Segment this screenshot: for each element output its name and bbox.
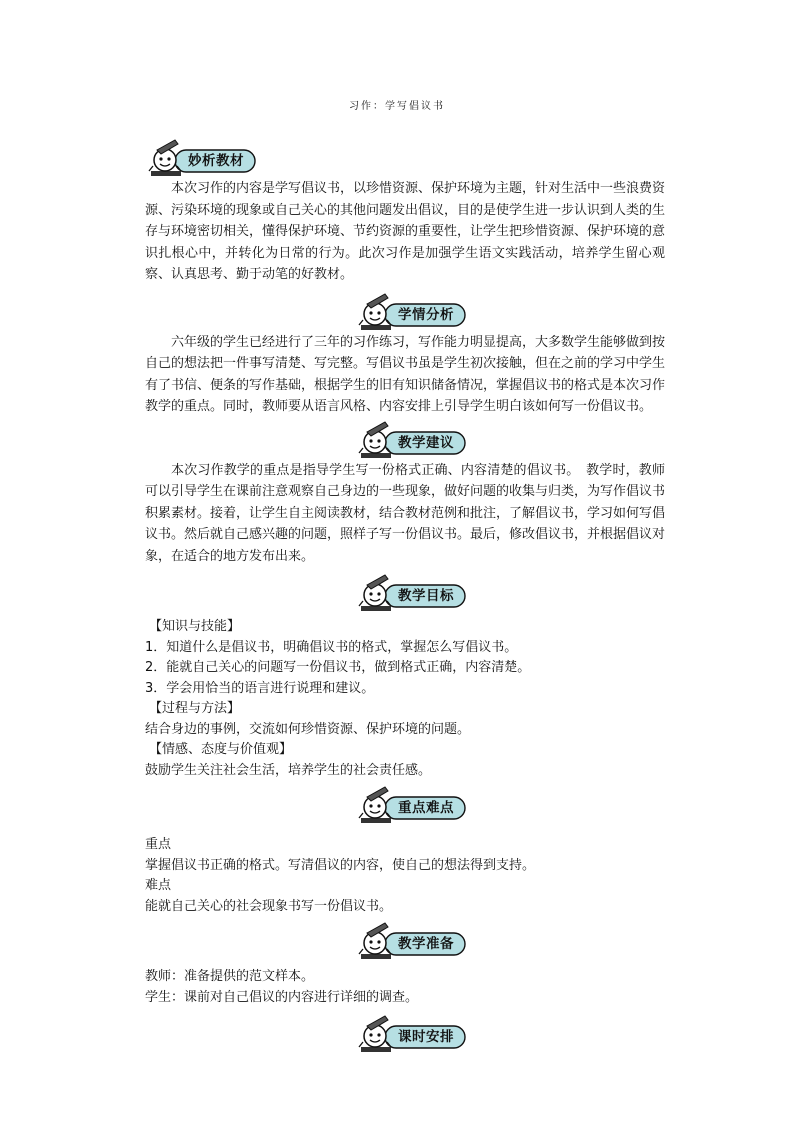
section-heading-miaoxi	[145, 138, 665, 178]
section-badge	[145, 138, 263, 178]
page-header-title: 习作：学写倡议书	[349, 101, 445, 112]
section-paragraph-jianyi: 本次习作教学的重点是指导学生写一份格式正确、内容清楚的倡议书。 教学时，教师可以引导学生在课前注意观察自己身边的一些现象，做好问题的收集与归类，为写作倡议书积累素材。接着，让学生自主阅读教材，结合教材范例和批注，了解倡议书，学习如何写倡议书。然后就自己感兴趣的问题，照样子写一份倡议书。最后，修改倡议书，并根据倡议对象，在适合的地方发布出来。	[145, 462, 666, 564]
section-badge	[355, 1014, 473, 1054]
section-label: 教学建议	[398, 434, 454, 451]
teacher-preparation: 教师：准备提供的范文样本。	[145, 969, 315, 984]
section-badge	[355, 573, 473, 613]
section-paragraph-miaoxi: 本次习作的内容是学写倡议书，以珍惜资源、保护环境为主题，针对生活中一些浪费资源、污染环境的现象或自己关心的其他问题发出倡议，目的是使学生进一步认识到人类的生存与环境密切相关，懂得保护环境、节约资源的重要性，让学生把珍惜资源、保护环境的意识扎根心中，并转化为日常的行为。此次习作是加强学生语文实践活动，培养学生留心观察、认真思考、勤于动笔的好教材。	[145, 181, 666, 282]
section-heading-mubiao	[355, 573, 665, 613]
section-heading-zhongdian	[355, 785, 665, 825]
difficult-point-heading: 难点	[145, 878, 172, 893]
section-heading-xueqing	[355, 292, 665, 332]
knowledge-heading: 【知识与技能】	[149, 619, 241, 634]
section-label: 课时安排	[398, 1029, 454, 1045]
section-heading-zhunbei	[355, 921, 665, 961]
section-label: 学情分析	[398, 306, 454, 323]
section-paragraph-xueqing: 六年级的学生已经进行了三年的习作练习，写作能力明显提高，大多数学生能够做到按自己的想法把一件事写清楚、写完整。写倡议书虽是学生初次接触，但在之前的学习中学生有了书信、便条的写作基础，根据学生的旧有知识储备情况，掌握倡议书的格式是本次习作教学的重点。同时，教师要从语言风格、内容安排上引导学生明白该如何写一份倡议书。	[145, 334, 666, 414]
knowledge-item-3: 3．学会用恰当的语言进行说理和建议。	[145, 680, 375, 696]
document-content	[145, 138, 665, 1054]
section-badge	[355, 292, 473, 332]
section-label: 教学目标	[398, 588, 454, 604]
section-badge	[355, 420, 473, 460]
knowledge-item-2: 2．能就自己关心的问题写一份倡议书，做到格式正确，内容清楚。	[145, 660, 531, 675]
key-point-heading: 重点	[145, 837, 172, 852]
emotion-heading: 【情感、态度与价值观】	[149, 742, 293, 757]
emotion-text: 鼓励学生关注社会生活，培养学生的社会责任感。	[145, 762, 432, 778]
section-label: 重点难点	[398, 800, 454, 816]
section-label: 教学准备	[398, 936, 454, 952]
section-label: 妙析教材	[188, 153, 244, 169]
process-text: 结合身边的事例，交流如何珍惜资源、保护环境的问题。	[145, 721, 471, 737]
key-point-text: 掌握倡议书正确的格式。写清倡议的内容，使自己的想法得到支持。	[145, 857, 536, 873]
section-heading-jianyi	[355, 420, 665, 460]
difficult-point-text: 能就自己关心的社会现象书写一份倡议书。	[145, 898, 393, 914]
student-preparation: 学生：课前对自己倡议的内容进行详细的调查。	[145, 989, 419, 1005]
process-heading: 【过程与方法】	[149, 701, 241, 716]
section-badge	[355, 785, 473, 825]
section-heading-keshi	[355, 1014, 665, 1054]
knowledge-item-1: 1．知道什么是倡议书，明确倡议书的格式，掌握怎么写倡议书。	[145, 639, 518, 655]
section-badge	[355, 921, 473, 961]
